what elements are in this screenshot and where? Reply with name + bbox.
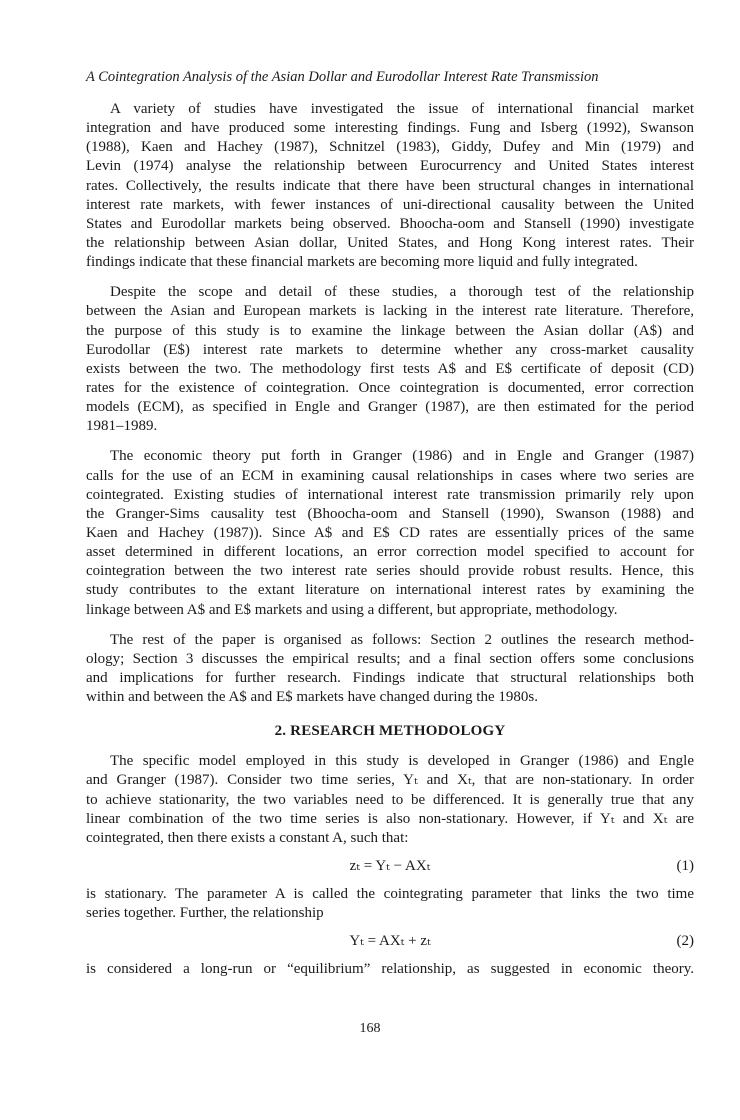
text-line: the purpose of this study is to examine the linkage between the Asian dollar (A$) and xyxy=(86,322,694,339)
text-line: Eurodollar (E$) interest rate markets to determine whether any cross-market causality xyxy=(86,341,694,358)
text-line: rates. Collectively, the results indicate that there have been structural changes in international xyxy=(86,177,694,194)
text-line: within and between the A$ and E$ markets have changed during the 1980s. xyxy=(86,689,538,706)
text-line: 1981–1989. xyxy=(86,418,158,435)
text-line: and Granger (1987). Consider two time series, Yₜ and Xₜ, that are non-stationary. In order xyxy=(86,772,694,789)
text-line: integration and have produced some interesting findings. Fung and Isberg (1992), Swanson xyxy=(86,120,694,137)
paper-page xyxy=(86,68,694,980)
text-after-equation-1 xyxy=(86,885,694,923)
text-line: calls for the use of an ECM in examining causal relationships in cases where two series are xyxy=(86,467,694,484)
text-line: rates for the existence of cointegration. Once cointegration is documented, error correction xyxy=(86,379,694,396)
text-line: exists between the two. The methodology first tests A$ and E$ certificate of deposit (CD) xyxy=(86,360,694,377)
equation-1-number: (1) xyxy=(676,857,694,874)
text-line: asset determined in different locations, an error correction model specified to account for xyxy=(86,544,694,561)
text-line: and implications for further research. Findings indicate that structural relationships both xyxy=(86,669,694,686)
equation-2 xyxy=(86,932,694,951)
text-after-equation-2 xyxy=(86,960,694,979)
text-line: The economic theory put forth in Granger (1986) and in Engle and Granger (1987) xyxy=(110,448,694,465)
text-line: linear combination of the two time series is also non-stationary. However, if Yₜ and Xₜ are xyxy=(86,810,694,827)
text-line: the relationship between Asian dollar, United States, and Hong Kong interest rates. Their xyxy=(86,234,694,251)
text-line: between the Asian and European markets is lacking in the interest rate literature. Therefore, xyxy=(86,303,694,320)
text-line: series together. Further, the relationship xyxy=(86,905,324,922)
paragraph xyxy=(86,447,694,619)
text-line: Despite the scope and detail of these studies, a thorough test of the relationship xyxy=(110,284,694,301)
text-line: A variety of studies have investigated the issue of international financial market xyxy=(110,101,694,117)
equation-1 xyxy=(86,857,694,876)
introduction-section xyxy=(86,100,694,707)
text-line: The specific model employed in this study is developed in Granger (1986) and Engle xyxy=(110,753,694,770)
text-line: Kaen and Hachey (1987)). Since A$ and E$ CD rates are essentially prices of the same xyxy=(86,524,694,541)
paragraph xyxy=(86,631,694,708)
text-line: models (ECM), as specified in Engle and Granger (1987), are then estimated for the period xyxy=(86,399,694,416)
text-line: cointegration between the two interest rate series should provide robust results. Hence, this xyxy=(86,563,694,580)
text-line: Levin (1974) analyse the relationship between Eurocurrency and United States interest xyxy=(86,158,694,175)
paragraph xyxy=(86,283,694,436)
page-number: 168 xyxy=(359,1021,381,1036)
text-line: The rest of the paper is organised as follows: Section 2 outlines the research method- xyxy=(110,631,694,648)
text-line: the Granger-Sims causality test (Bhoocha-oom and Stansell (1990), Swanson (1988) and xyxy=(86,505,694,522)
equation-2-number: (2) xyxy=(676,933,694,950)
equation-2-expression: Yₜ = AXₜ + zₜ xyxy=(349,933,431,950)
text-line: cointegrated. Existing studies of international interest rate transmission primarily rely upon xyxy=(86,486,694,503)
text-line: ology; Section 3 discusses the empirical results; and a final section offers some conclusions xyxy=(86,650,694,667)
methodology-paragraph xyxy=(86,752,694,848)
text-line: cointegrated, then there exists a constant A, such that: xyxy=(86,829,409,846)
text-line: is stationary. The parameter A is called the cointegrating parameter that links the two time xyxy=(86,886,694,903)
text-line: is considered a long-run or “equilibrium” relationship, as suggested in economic theory. xyxy=(86,961,694,978)
running-head: A Cointegration Analysis of the Asian Dollar and Eurodollar Interest Rate Transmission xyxy=(86,69,599,85)
text-line: study contributes to the extant literature on international interest rates by examining the xyxy=(86,582,694,599)
section-heading: 2. RESEARCH METHODOLOGY xyxy=(274,723,506,740)
equation-1-expression: zₜ = Yₜ − AXₜ xyxy=(349,857,431,874)
text-line: findings indicate that these financial markets are becoming more liquid and fully integrated. xyxy=(86,254,638,271)
text-line: States and Eurodollar markets being observed. Bhoocha-oom and Stansell (1990) investigate xyxy=(86,215,694,232)
paragraph xyxy=(86,100,694,272)
text-line: (1988), Kaen and Hachey (1987), Schnitzel (1983), Giddy, Dufey and Min (1979) and xyxy=(86,139,694,156)
text-line: linkage between A$ and E$ markets and using a different, but appropriate, methodology. xyxy=(86,601,618,618)
text-line: interest rate markets, with fewer instances of uni-directional causality between the United xyxy=(86,196,694,213)
text-line: to achieve stationarity, the two variables need to be differenced. It is generally true that any xyxy=(86,791,694,808)
